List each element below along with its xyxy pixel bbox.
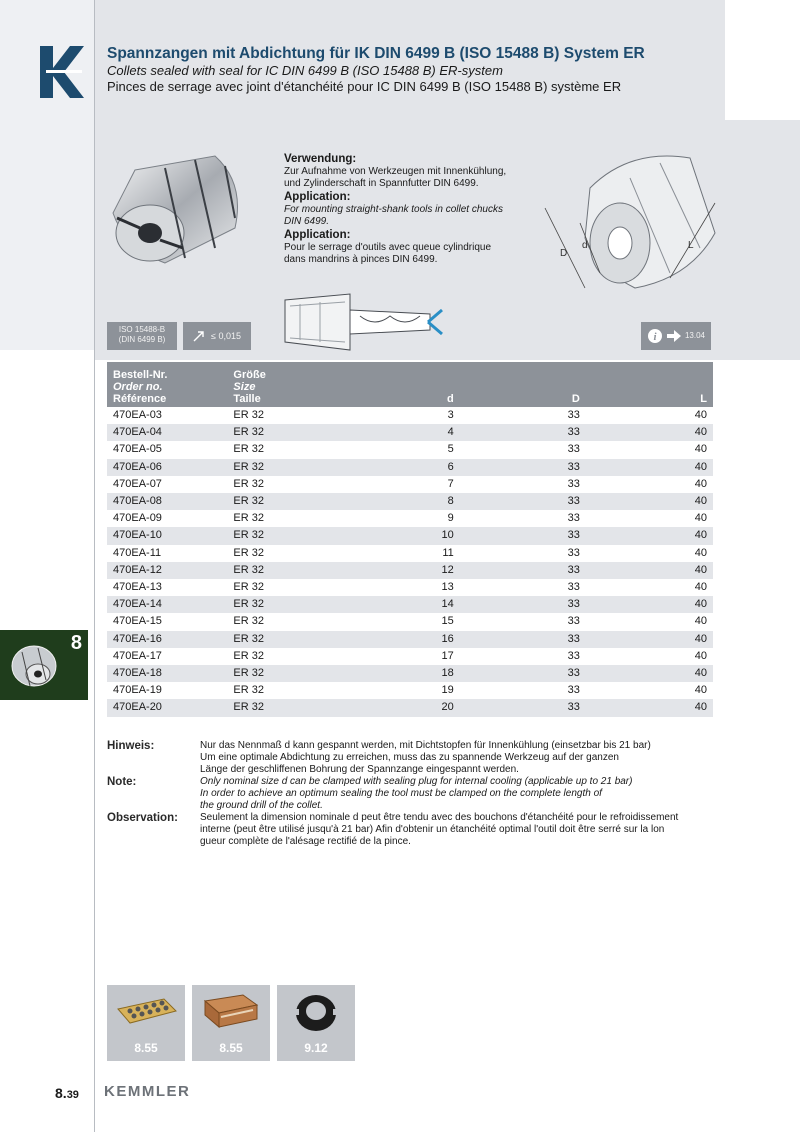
note-de-line: Um eine optimale Abdichtung zu erreichen, muss das zu spannende Werkzeug auf der ganzen: [200, 752, 619, 763]
header-order-fr: Référence: [113, 393, 167, 405]
note-fr-line: interne (peut être utilisé jusqu'à 21 bar) Afin d'obtenir un étanchéité optimal l'outil doit être serré sur la lon: [200, 824, 665, 835]
cell-d: 20: [333, 699, 460, 716]
cell-L: 40: [694, 684, 707, 697]
cell-size: ER 32: [227, 699, 332, 716]
note-fr-label: Observation:: [107, 812, 178, 824]
cell-order: 470EA-03: [113, 409, 162, 421]
cell-size: ER 32: [227, 596, 332, 613]
product-table: [107, 362, 713, 717]
cell-order: 470EA-07: [113, 477, 162, 490]
table-row: [107, 613, 713, 630]
page-number-sub: 39: [66, 1089, 79, 1101]
cell-size: ER 32: [233, 581, 264, 594]
cell-D: 33: [460, 459, 586, 476]
cell-order: 470EA-05: [113, 443, 162, 456]
header-background-right: [725, 120, 800, 360]
cell-order: 470EA-12: [107, 562, 227, 579]
cell-size: ER 32: [227, 665, 332, 682]
arrow-right-icon: [667, 330, 681, 342]
note-de: [107, 740, 717, 776]
related-ref: 8.55: [134, 1041, 158, 1055]
cell-d: 18: [333, 665, 460, 682]
cell-D: 33: [460, 493, 586, 510]
table-row: [107, 459, 713, 476]
cell-D: 33: [460, 596, 586, 613]
cell-size: ER 32: [233, 443, 264, 456]
table-row: [107, 424, 713, 441]
cell-L: 40: [694, 649, 707, 662]
header-size-fr: Taille: [233, 393, 261, 405]
reference-badge[interactable]: [641, 322, 711, 350]
cell-order: 470EA-08: [107, 493, 227, 510]
cell-D: 33: [567, 512, 580, 525]
cell-L: 40: [586, 699, 713, 716]
notes-section: [107, 740, 717, 848]
collet-drawing-icon: [540, 148, 720, 293]
page-number: [55, 1085, 79, 1101]
cell-d: 13: [441, 581, 454, 594]
header-size-en: Size: [233, 381, 256, 393]
cell-d: 19: [441, 684, 454, 697]
cell-size: ER 32: [233, 512, 264, 525]
cell-L: 40: [586, 527, 713, 544]
cell-L: 40: [586, 631, 713, 648]
cell-order: 470EA-14: [107, 596, 227, 613]
cell-d: 4: [333, 424, 460, 441]
table-row: [107, 493, 713, 510]
cell-size: ER 32: [227, 459, 332, 476]
title-en: Collets sealed with seal for IC DIN 6499 B (ISO 15488 B) ER-system: [107, 63, 503, 78]
header-L: L: [586, 362, 713, 407]
reference-page: 13.04: [684, 331, 706, 340]
drawing-label-d: d: [582, 240, 588, 251]
cell-D: 33: [460, 424, 586, 441]
table-row: [107, 510, 713, 527]
cell-L: 40: [586, 562, 713, 579]
cell-D: 33: [460, 699, 586, 716]
cell-size: ER 32: [233, 684, 264, 697]
text-en-1: For mounting straight-shank tools in collet chucks: [284, 204, 503, 215]
cell-order: 470EA-10: [107, 527, 227, 544]
cell-L: 40: [694, 477, 707, 490]
cell-d: 17: [441, 649, 454, 662]
heading-fr: Application:: [284, 229, 351, 241]
note-en-line: Only nominal size d can be clamped with sealing plug for internal cooling (applicable up to 21 bar): [200, 776, 633, 787]
note-en-line: the ground drill of the collet.: [200, 800, 323, 811]
note-fr-line: Seulement la dimension nominale d peut être tendu avec des bouchons d'étanchéité pour le refroidissement: [200, 812, 679, 823]
cell-L: 40: [694, 443, 707, 456]
cell-L: 40: [586, 665, 713, 682]
iso-standard-badge: [107, 322, 177, 350]
svg-text:i: i: [653, 331, 657, 343]
info-icon: [647, 328, 663, 344]
text-de-1: Zur Aufnahme von Werkzeugen mit Innenkühlung,: [284, 166, 507, 177]
cell-D: 33: [567, 546, 580, 559]
cell-L: 40: [586, 493, 713, 510]
table-row: [107, 476, 713, 493]
table-header-row: [107, 362, 713, 407]
cell-size: ER 32: [233, 409, 264, 421]
wooden-box-icon: [199, 991, 263, 1031]
cell-D: 33: [567, 684, 580, 697]
table-row: [107, 562, 713, 579]
note-de-line: Nur das Nennmaß d kann gespannt werden, mit Dichtstopfen für Innenkühlung (einsetzbar bis 21 bar): [200, 740, 651, 751]
collet-photo-icon: [105, 148, 250, 273]
table-row: [107, 682, 713, 699]
cell-size: ER 32: [233, 615, 264, 628]
heading-en: Application:: [284, 191, 351, 203]
page-rule: [94, 0, 95, 1132]
table-row: [107, 441, 713, 458]
cell-d: 8: [333, 493, 460, 510]
cell-d: 15: [441, 615, 454, 628]
cell-d: 7: [447, 477, 454, 490]
cell-D: 33: [567, 443, 580, 456]
cell-size: ER 32: [233, 546, 264, 559]
cell-D: 33: [567, 409, 580, 421]
header-order-en: Order no.: [113, 381, 163, 393]
page-titles: [107, 44, 707, 95]
application-description: [284, 152, 544, 266]
cell-order: 470EA-17: [113, 649, 162, 662]
table-row: [107, 596, 713, 613]
cell-order: 470EA-20: [107, 699, 227, 716]
cell-D: 33: [460, 527, 586, 544]
cell-size: ER 32: [233, 649, 264, 662]
note-fr: [107, 812, 717, 848]
header-order-de: Bestell-Nr.: [113, 369, 168, 381]
cell-d: 6: [333, 459, 460, 476]
clamping-nut-icon: [291, 991, 341, 1035]
cell-order: 470EA-06: [107, 459, 227, 476]
cell-size: ER 32: [227, 527, 332, 544]
chapter-tab[interactable]: [0, 630, 88, 700]
cell-order: 470EA-13: [113, 581, 162, 594]
text-de-2: und Zylinderschaft in Spannfutter DIN 6499.: [284, 178, 479, 189]
cell-d: 16: [333, 631, 460, 648]
collet-thumbnail-icon: [8, 640, 60, 692]
brand-name: KEMMLER: [104, 1083, 191, 1100]
cell-L: 40: [694, 581, 707, 594]
chapter-number: 8: [70, 632, 82, 654]
cell-size: ER 32: [233, 477, 264, 490]
tolerance-badge: [183, 322, 251, 350]
cell-D: 33: [460, 562, 586, 579]
note-de-label: Hinweis:: [107, 740, 155, 752]
table-row: [107, 545, 713, 562]
note-fr-line: gueur complète de l'alésage rectifié de la pince.: [200, 836, 411, 847]
cell-size: ER 32: [227, 493, 332, 510]
cell-order: 470EA-18: [107, 665, 227, 682]
cell-L: 40: [586, 424, 713, 441]
note-en: [107, 776, 717, 812]
text-fr-2: dans mandrins à pinces DIN 6499.: [284, 254, 438, 265]
cell-L: 40: [586, 596, 713, 613]
cell-D: 33: [460, 665, 586, 682]
related-product-collet-set[interactable]: [107, 985, 185, 1061]
cell-D: 33: [567, 477, 580, 490]
runout-arrow-icon: [193, 330, 205, 342]
cell-L: 40: [694, 615, 707, 628]
cell-L: 40: [694, 546, 707, 559]
collet-holder-drawing-icon: [280, 292, 445, 352]
cell-d: 14: [333, 596, 460, 613]
note-de-line: Länge der geschliffenen Bohrung der Spannzange eingespannt werden.: [200, 764, 519, 775]
cell-d: 3: [447, 409, 454, 421]
related-product-clamping-nut[interactable]: [277, 985, 355, 1061]
cell-order: 470EA-15: [113, 615, 162, 628]
table-row: [107, 665, 713, 682]
cell-size: ER 32: [227, 631, 332, 648]
tolerance-value: ≤ 0,015: [211, 331, 241, 341]
cell-order: 470EA-09: [113, 512, 162, 525]
cell-size: ER 32: [227, 424, 332, 441]
cell-order: 470EA-16: [107, 631, 227, 648]
cell-L: 40: [586, 459, 713, 476]
title-de: Spannzangen mit Abdichtung für IK DIN 6499 B (ISO 15488 B) System ER: [107, 45, 645, 62]
drawing-label-D: D: [560, 248, 568, 259]
text-en-2: DIN 6499.: [284, 216, 330, 227]
cell-L: 40: [694, 512, 707, 525]
cell-d: 12: [333, 562, 460, 579]
cell-order: 470EA-04: [107, 424, 227, 441]
heading-de: Verwendung:: [284, 153, 357, 165]
table-row: [107, 527, 713, 544]
table-body: [107, 407, 713, 717]
table-row: [107, 631, 713, 648]
iso-badge-line1: ISO 15488-B: [118, 325, 166, 334]
drawing-label-L: L: [688, 240, 694, 251]
header-D: D: [460, 362, 586, 407]
table-row: [107, 699, 713, 716]
table-row: [107, 579, 713, 596]
title-fr: Pinces de serrage avec joint d'étanchéité pour IC DIN 6499 B (ISO 15488 B) système ER: [107, 79, 622, 94]
header-d: d: [333, 362, 460, 407]
cell-size: ER 32: [227, 562, 332, 579]
note-en-label: Note:: [107, 776, 137, 788]
cell-d: 5: [447, 443, 454, 456]
header-size-de: Größe: [233, 369, 266, 381]
kemmler-logo-icon: [40, 46, 84, 98]
note-en-line: In order to achieve an optimum sealing the tool must be clamped on the complete length of: [200, 788, 602, 799]
cell-d: 11: [442, 546, 454, 559]
collet-set-icon: [114, 991, 178, 1031]
related-ref: 8.55: [219, 1041, 243, 1055]
cell-D: 33: [567, 581, 580, 594]
cell-order: 470EA-19: [113, 684, 162, 697]
text-fr-1: Pour le serrage d'outils avec queue cylindrique: [284, 242, 492, 253]
related-product-wooden-box[interactable]: [192, 985, 270, 1061]
page-number-main: 8.: [55, 1085, 67, 1101]
cell-D: 33: [460, 631, 586, 648]
cell-L: 40: [694, 409, 707, 421]
header-order: [107, 362, 227, 407]
cell-d: 10: [333, 527, 460, 544]
cell-d: 9: [447, 512, 454, 525]
header-size: [227, 362, 332, 407]
cell-D: 33: [567, 649, 580, 662]
cell-order: 470EA-11: [113, 546, 162, 559]
iso-badge-line2: (DIN 6499 B): [118, 335, 166, 344]
cell-D: 33: [567, 615, 580, 628]
related-ref: 9.12: [304, 1041, 328, 1055]
table-row: [107, 407, 713, 424]
table-row: [107, 648, 713, 665]
